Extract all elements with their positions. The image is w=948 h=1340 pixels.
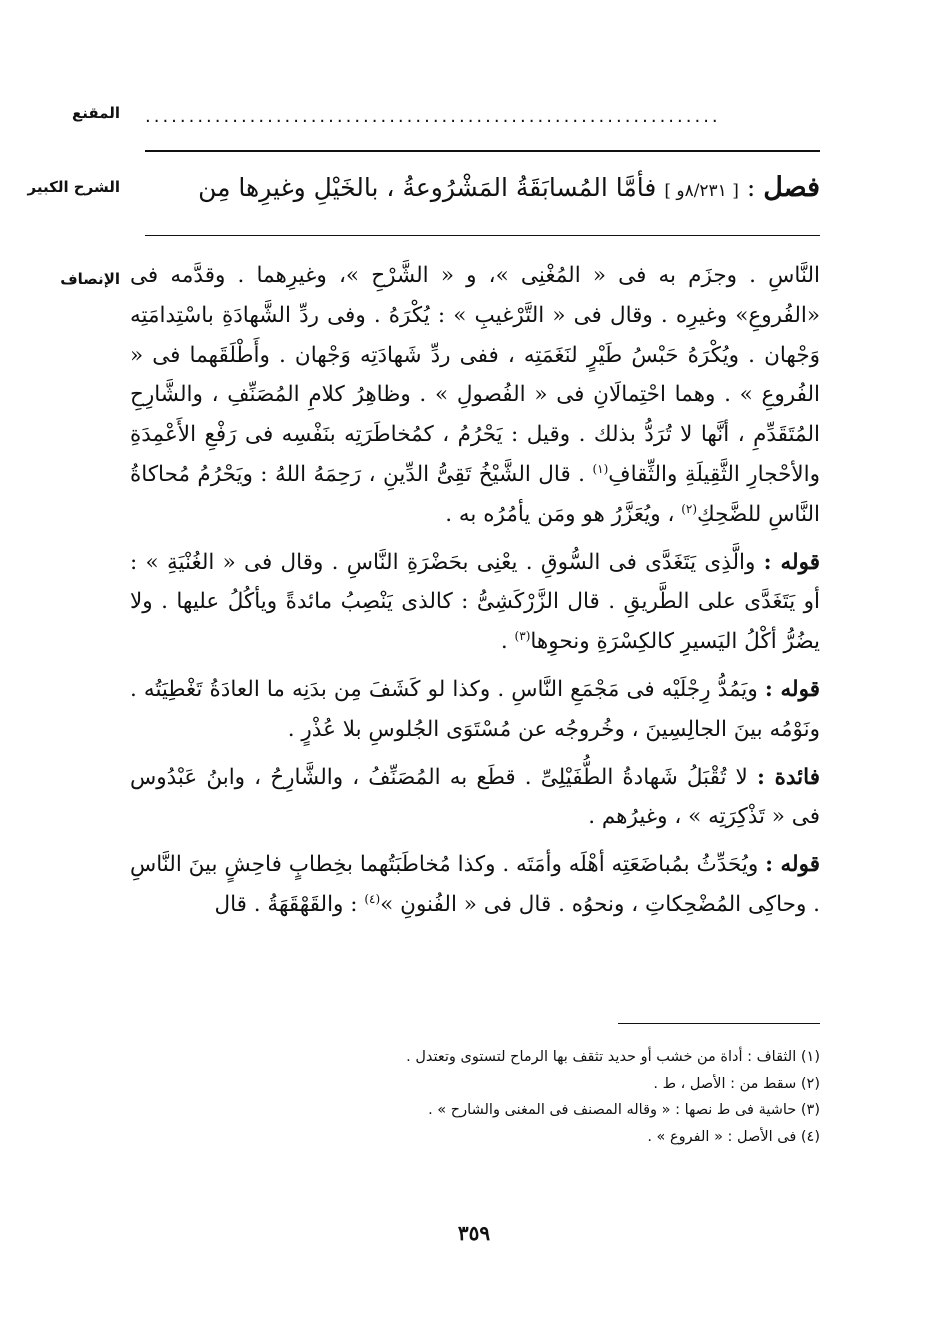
footnote-marker-2: (٢)	[681, 501, 698, 516]
paragraph-2-lead: قوله :	[763, 549, 820, 575]
book-label-sharh-kabir: الشرح الكبير	[27, 178, 120, 196]
paragraph-3-text: ويَمُدُّ رِجْلَيْه فى مَجْمَعِ النَّاسِ . وكذا لو كَشَفَ مِن بدَنِه ما العادَةُ تَغْطِيَتُه . ونَوْمُه بينَ الجالِسِينَ ، وخُروجُه عن مُسْتَوَى الجُلوسِ بلا عُذْرٍ .	[130, 676, 820, 742]
footnote-4: (٤) فى الأصل : « الفروع » .	[647, 1128, 820, 1145]
heading-text: فأمَّا المُسابَقَةُ المَشْرُوعةُ ، بالخَيْلِ وغيرِها مِن	[198, 173, 657, 202]
book-label-insaf: الإنصاف	[60, 270, 120, 288]
paragraph-4-text: لا تُقْبَلُ شَهادةُ الطُّفَيْلِىِّ . قطَع به المُصَنِّفُ ، والشَّارِحُ ، وابنُ عَبْدُوس فى « تَذْكِرَتِه » ، وغيرُهم .	[130, 764, 820, 830]
footnote-separator	[618, 1023, 820, 1024]
paragraph-2	[130, 543, 820, 662]
manuscript-ref: [ ٨/٢٣١و ]	[664, 181, 739, 201]
footnote-marker-1: (١)	[592, 461, 609, 476]
paragraph-1	[130, 256, 820, 535]
insaf-body	[130, 256, 820, 925]
paragraph-5-end: : والقَهْقَهَةُ . قال	[214, 891, 365, 917]
footnote-marker-4: (٤)	[364, 891, 381, 906]
paragraph-5-lead: قوله :	[765, 852, 820, 878]
footnote-marker-3: (٣)	[514, 629, 531, 644]
paragraph-4	[130, 758, 820, 838]
paragraph-1-text-c: ، ويُعَزَّرُ هو ومَن يأمُرُه به .	[445, 501, 682, 527]
paragraph-2-end: .	[500, 629, 515, 655]
footnote-3: (٣) حاشية فى ط نصها : « وقاله المصنف فى المغنى والشارح » .	[428, 1102, 820, 1118]
dotted-leader: ..................................................................	[145, 106, 721, 127]
paragraph-5-text: ويُحَدِّثُ بمُباضَعَتِه أهْلَه وأمَتَه . وكذا مُخاطَبَتُهما بخِطابٍ فاحِشٍ بينَ النَّاسِ . وحاكِى المُضْحِكاتِ ، ونحوُه . قال فى « الفُنونِ »	[130, 852, 820, 917]
paragraph-1-text: النَّاسِ . وجزَم به فى « المُغْنِى »، و « الشَّرْحِ »، وغيرِهما . وقدَّمه فى «الفُروعِ» وغيرِه . وقال فى « التَّرْغيبِ » : يُكْرَهُ . وفى ردِّ الشَّهادَةِ باسْتِدامَتِه وَجْهان . ويُكْرَهُ حَبْسُ طَيْرٍ لنَغَمَتِه ، ففى ردِّ شَهادَتِه وَجْهان . وأَطْلَقَهما فى « الفُروعِ » . وهما احْتِمالَانِ فى « الفُصولِ » . وظاهِرُ كلامِ المُصَنِّفِ ، والشَّارِحِ المُتَقَدِّمِ ، أنَّها لا تُرَدُّ بذلك . وقيل : يَحْرُمُ ، كمُخاطَرَتِه بنَفْسِه فى رَفْعِ الأَعْمِدَةِ والأحْجارِ الثَّقِيلَةِ والثِّقافِ	[130, 263, 820, 487]
footnote-1: (١) الثقاف : أداة من خشب أو حديد تثقف بها الرماح لتستوى وتعتدل .	[406, 1049, 820, 1065]
paragraph-5	[130, 845, 820, 925]
section-heading	[140, 163, 820, 213]
book-label-muqni: المقنع	[72, 104, 120, 122]
heading-rule	[145, 235, 820, 236]
top-rule	[145, 150, 820, 152]
paragraph-3	[130, 670, 820, 750]
paragraph-2-text: والَّذِى يَتَغَدَّى فى السُّوقِ . يعْنِى بحَضْرَةِ النَّاسِ . وقال فى « الغُنْيَةِ » : أو يَتَغَدَّى على الطَّريقِ . قال الزَّرْكَشِىُّ : كالذى يَنْصِبُ مائدةً ويأكُلُ عليها . ولا يضُرُّ أكْلُ اليَسيرِ كالكِسْرَةِ ونحوِها	[130, 549, 820, 655]
paragraph-1-text-b: . قال الشَّيْخُ تَقِىُّ الدِّينِ ، رَحِمَهُ اللهُ : ويَحْرُمُ مُحاكاةُ النَّاسِ للضَّحِكِ	[130, 461, 820, 527]
paragraph-4-lead: فائدة :	[756, 764, 820, 790]
footnote-2: (٢) سقط من : الأصل ، ط .	[653, 1075, 820, 1092]
paragraph-3-lead: قوله :	[764, 676, 820, 702]
footnotes	[140, 1044, 820, 1150]
page-number: ٣٥٩	[457, 1221, 491, 1245]
fasl-label: فصل	[763, 172, 820, 203]
heading-colon: :	[746, 173, 756, 202]
